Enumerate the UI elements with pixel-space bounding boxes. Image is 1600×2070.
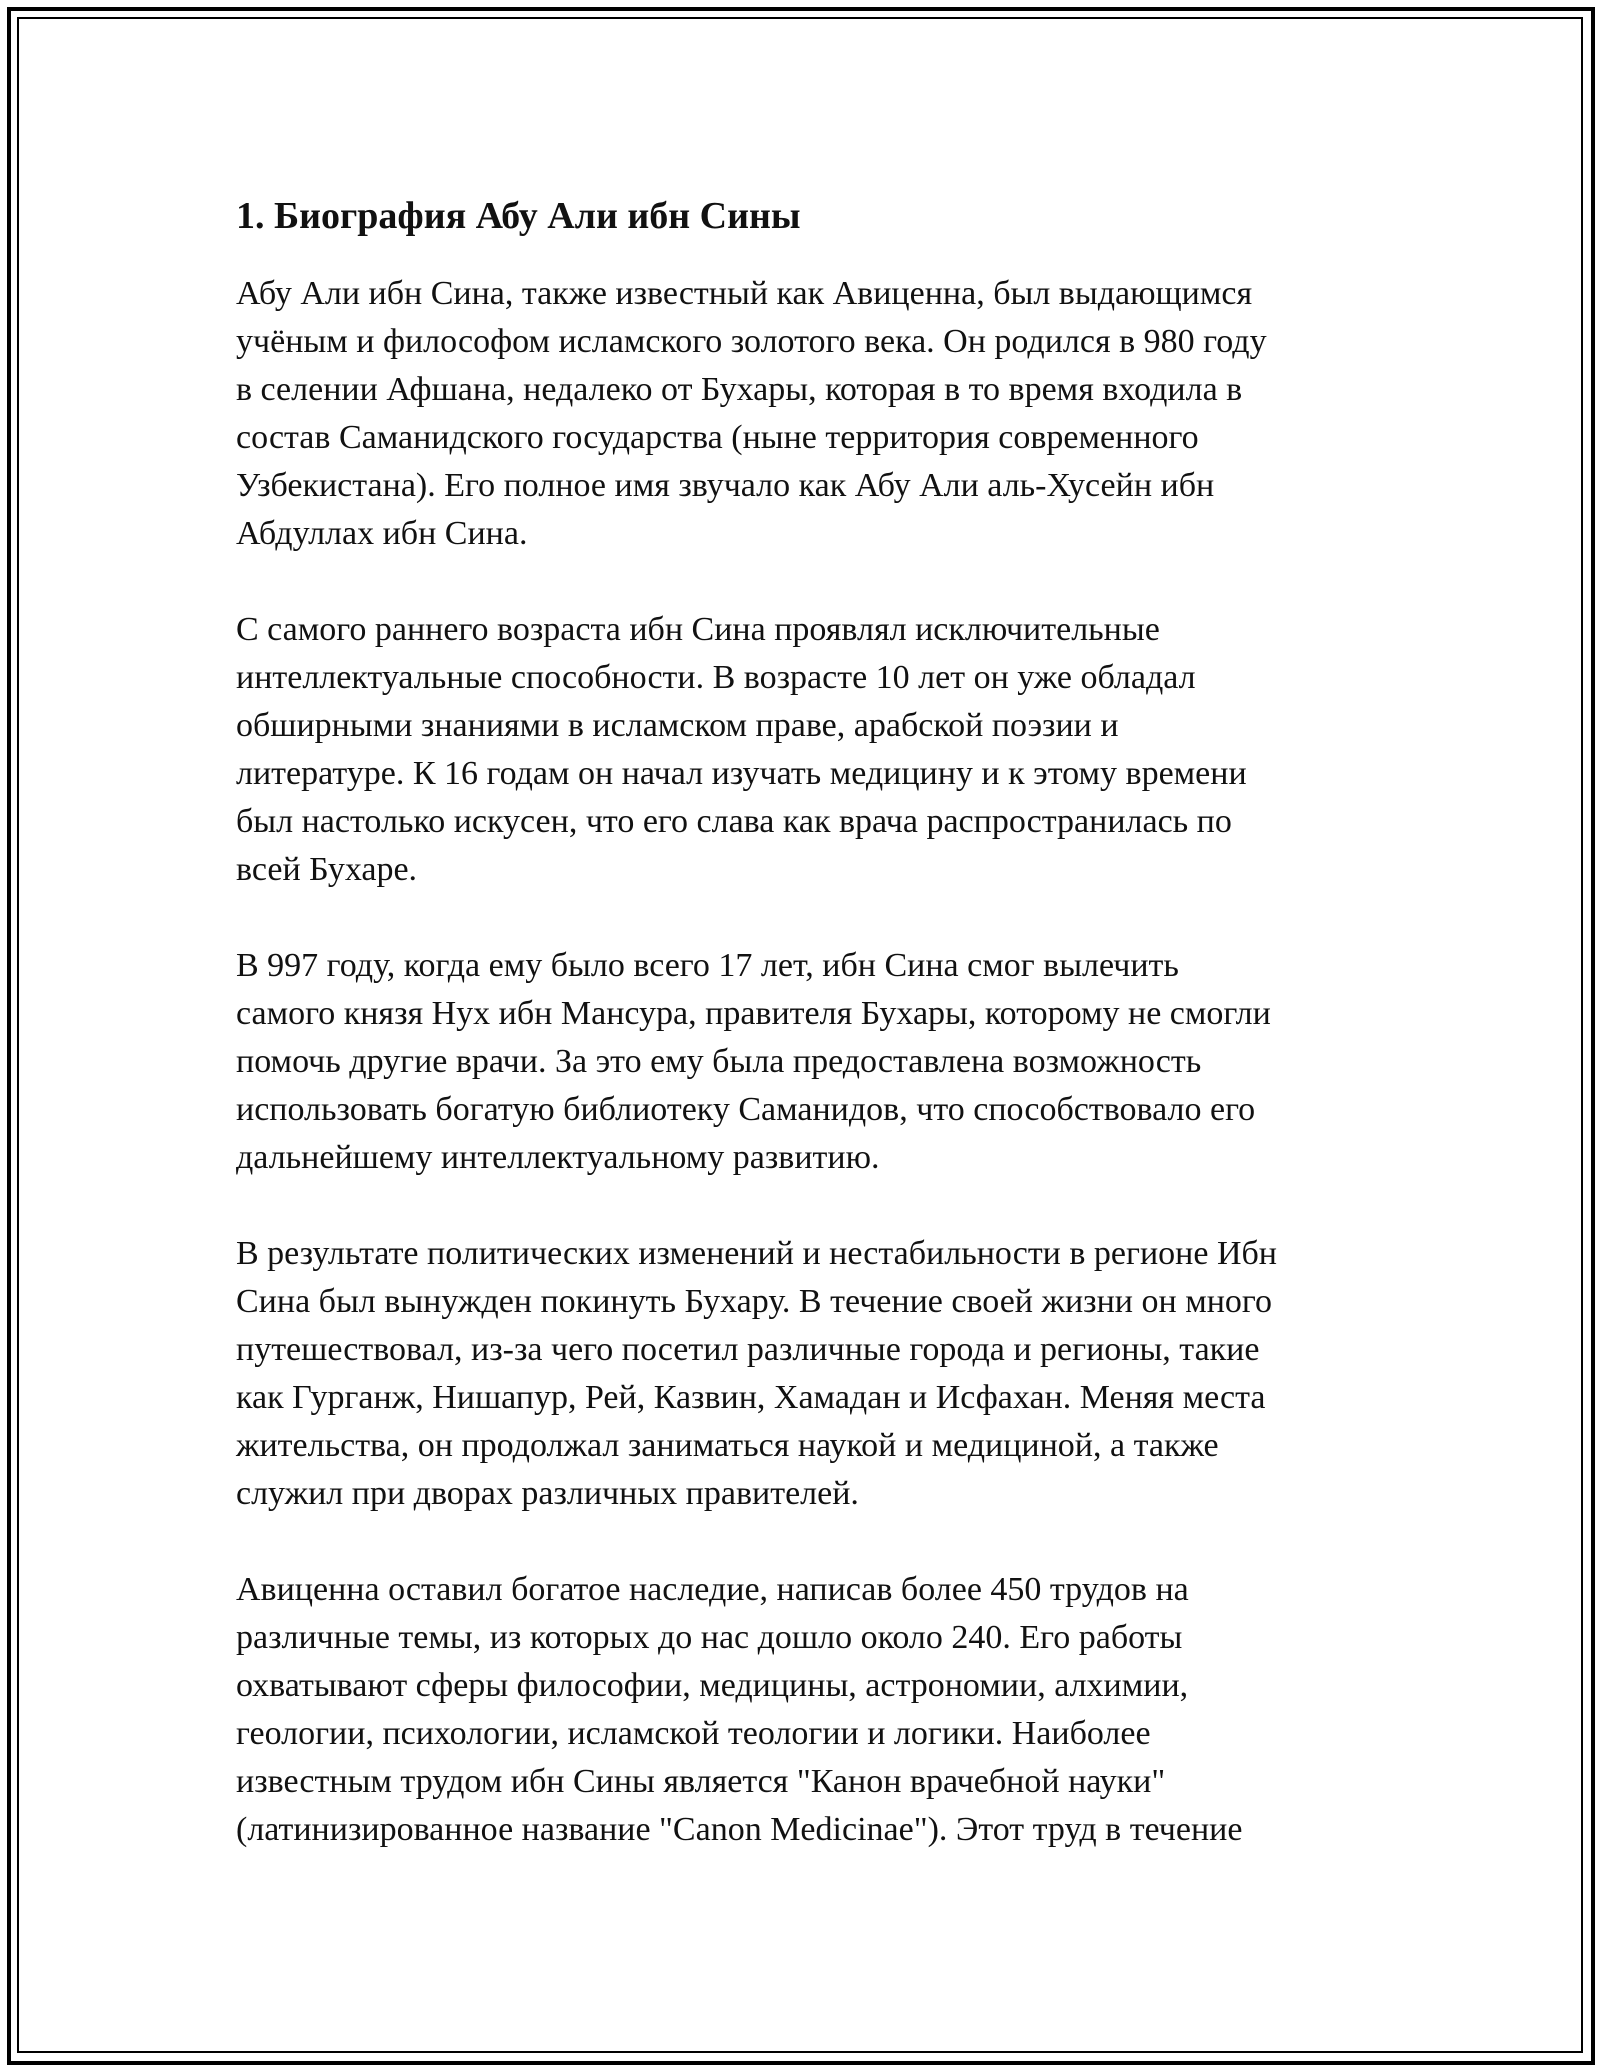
text-line: использовать богатую библиотеку Саманидов, что способствовало его <box>236 1091 1256 1128</box>
text-line: учёным и философом исламского золотого века. Он родился в 980 году <box>236 323 1267 360</box>
paragraph-legacy <box>236 1566 1376 1854</box>
text-line: охватывают сферы философии, медицины, астрономии, алхимии, <box>236 1667 1189 1704</box>
document-body <box>236 190 1376 1902</box>
paragraph-early-years <box>236 606 1376 894</box>
text-line: служил при дворах различных правителей. <box>236 1475 859 1512</box>
section-heading: 1. Биография Абу Али ибн Сины <box>236 195 801 237</box>
text-line: путешествовал, из-за чего посетил различные города и регионы, такие <box>236 1331 1260 1368</box>
paragraph-travels <box>236 1230 1376 1518</box>
text-line: самого князя Нух ибн Мансура, правителя Бухары, которому не смогли <box>236 995 1271 1032</box>
text-line: был настолько искусен, что его слава как врача распространилась по <box>236 803 1232 840</box>
text-line: различные темы, из которых до нас дошло около 240. Его работы <box>236 1619 1183 1656</box>
text-line: литературе. К 16 годам он начал изучать медицину и к этому времени <box>236 755 1247 792</box>
text-line: Абу Али ибн Сина, также известный как Авиценна, был выдающимся <box>236 275 1253 312</box>
text-line: С самого раннего возраста ибн Сина проявлял исключительные <box>236 611 1160 648</box>
text-line: (латинизированное название "Canon Medicinae"). Этот труд в течение <box>236 1811 1243 1848</box>
text-line: всей Бухаре. <box>236 851 418 888</box>
text-line: геологии, психологии, исламской теологии и логики. Наиболее <box>236 1715 1151 1752</box>
text-line: помочь другие врачи. За это ему была предоставлена возможность <box>236 1043 1202 1080</box>
text-line: В результате политических изменений и нестабильности в регионе Ибн <box>236 1235 1278 1272</box>
paragraph-birth <box>236 270 1376 558</box>
text-line: в селении Афшана, недалеко от Бухары, которая в то время входила в <box>236 371 1243 408</box>
text-line: интеллектуальные способности. В возрасте 10 лет он уже обладал <box>236 659 1196 696</box>
text-line: жительства, он продолжал заниматься наукой и медициной, а также <box>236 1427 1219 1464</box>
text-line: Абдуллах ибн Сина. <box>236 515 528 552</box>
paragraph-healing-prince <box>236 942 1376 1182</box>
text-line: как Гурганж, Нишапур, Рей, Казвин, Хамадан и Исфахан. Меняя места <box>236 1379 1266 1416</box>
text-line: Узбекистана). Его полное имя звучало как Абу Али аль-Хусейн ибн <box>236 467 1215 504</box>
text-line: дальнейшему интеллектуальному развитию. <box>236 1139 880 1176</box>
text-line: известным трудом ибн Сины является "Канон врачебной науки" <box>236 1763 1166 1800</box>
text-line: состав Саманидского государства (ныне территория современного <box>236 419 1199 456</box>
text-line: Авиценна оставил богатое наследие, написав более 450 трудов на <box>236 1571 1189 1608</box>
text-line: Сина был вынужден покинуть Бухару. В течение своей жизни он много <box>236 1283 1273 1320</box>
text-line: обширными знаниями в исламском праве, арабской поэзии и <box>236 707 1119 744</box>
text-line: В 997 году, когда ему было всего 17 лет, ибн Сина смог вылечить <box>236 947 1179 984</box>
